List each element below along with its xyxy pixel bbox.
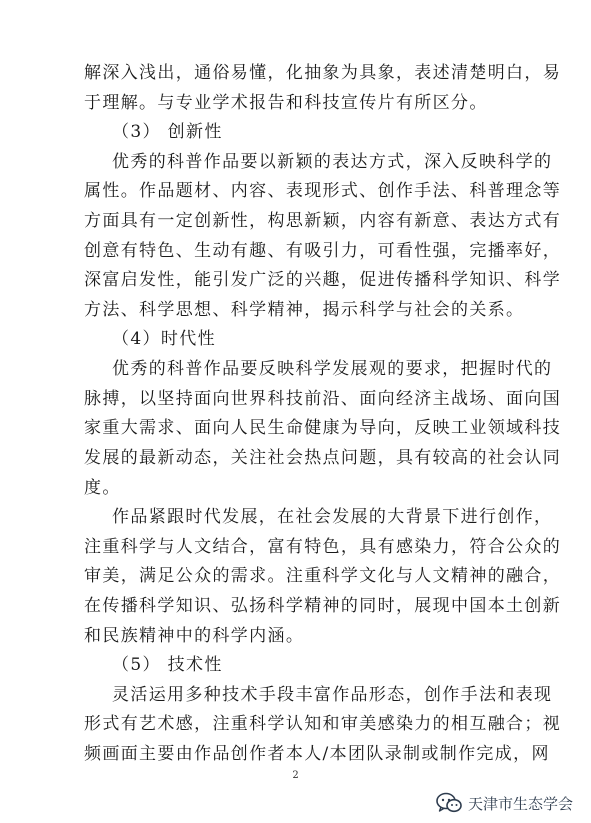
- body-text-line: 方面具有一定创新性，构思新颖，内容有新意、表达方式有: [84, 211, 562, 231]
- body-text-line: 注重科学与人文结合，富有特色，具有感染力，符合公众的: [84, 537, 562, 557]
- section-heading-timeliness: （4）时代性: [112, 329, 216, 349]
- body-text-line: 脉搏，以坚持面向世界科技前沿、面向经济主战场、面向国: [84, 389, 562, 409]
- body-text-line: 形式有艺术感，注重科学认知和审美感染力的相互融合；视: [84, 714, 562, 734]
- paragraph-first-line: 灵活运用多种技术手段丰富作品形态，创作手法和表现: [112, 685, 553, 705]
- body-text-line: 创意有特色、生动有趣、有吸引力，可看性强，完播率好，: [84, 241, 562, 261]
- body-text-line: 属性。作品题材、内容、表现形式、创作手法、科普理念等: [84, 181, 562, 201]
- paragraph-first-line: 优秀的科普作品要以新颖的表达方式，深入反映科学的: [112, 152, 553, 172]
- body-text-line: 度。: [84, 478, 121, 498]
- wechat-icon: [436, 792, 462, 814]
- body-text-line: 发展的最新动态，关注社会热点问题，具有较高的社会认同: [84, 448, 562, 468]
- body-text-line: 解深入浅出，通俗易懂，化抽象为具象，表述清楚明白，易: [84, 63, 562, 83]
- wechat-watermark: [436, 790, 573, 816]
- section-heading-technical: （5） 技术性: [112, 655, 223, 675]
- body-text-line: 在传播科学知识、弘扬科学精神的同时，展现中国本土创新: [84, 596, 562, 616]
- watermark-text: 天津市生态学会: [467, 794, 573, 813]
- body-text-line: 和民族精神中的科学内涵。: [84, 626, 305, 646]
- body-text-line: 深富启发性，能引发广泛的兴趣，促进传播科学知识、科学: [84, 270, 562, 290]
- body-text-line: 家重大需求、面向人民生命健康为导向，反映工业领域科技: [84, 418, 562, 438]
- page-number: 2: [292, 770, 299, 781]
- section-heading-innovation: （3） 创新性: [112, 122, 223, 142]
- paragraph-first-line: 作品紧跟时代发展，在社会发展的大背景下进行创作，: [112, 507, 553, 527]
- body-text-line: 方法、科学思想、科学精神，揭示科学与社会的关系。: [84, 300, 525, 320]
- body-text-line: 频画面主要由作品创作者本人/本团队录制或制作完成，网: [84, 744, 550, 764]
- paragraph-first-line: 优秀的科普作品要反映科学发展观的要求，把握时代的: [112, 359, 553, 379]
- body-text-line: 审美，满足公众的需求。注重科学文化与人文精神的融合，: [84, 566, 562, 586]
- body-text-line: 于理解。与专业学术报告和科技宣传片有所区分。: [84, 93, 488, 113]
